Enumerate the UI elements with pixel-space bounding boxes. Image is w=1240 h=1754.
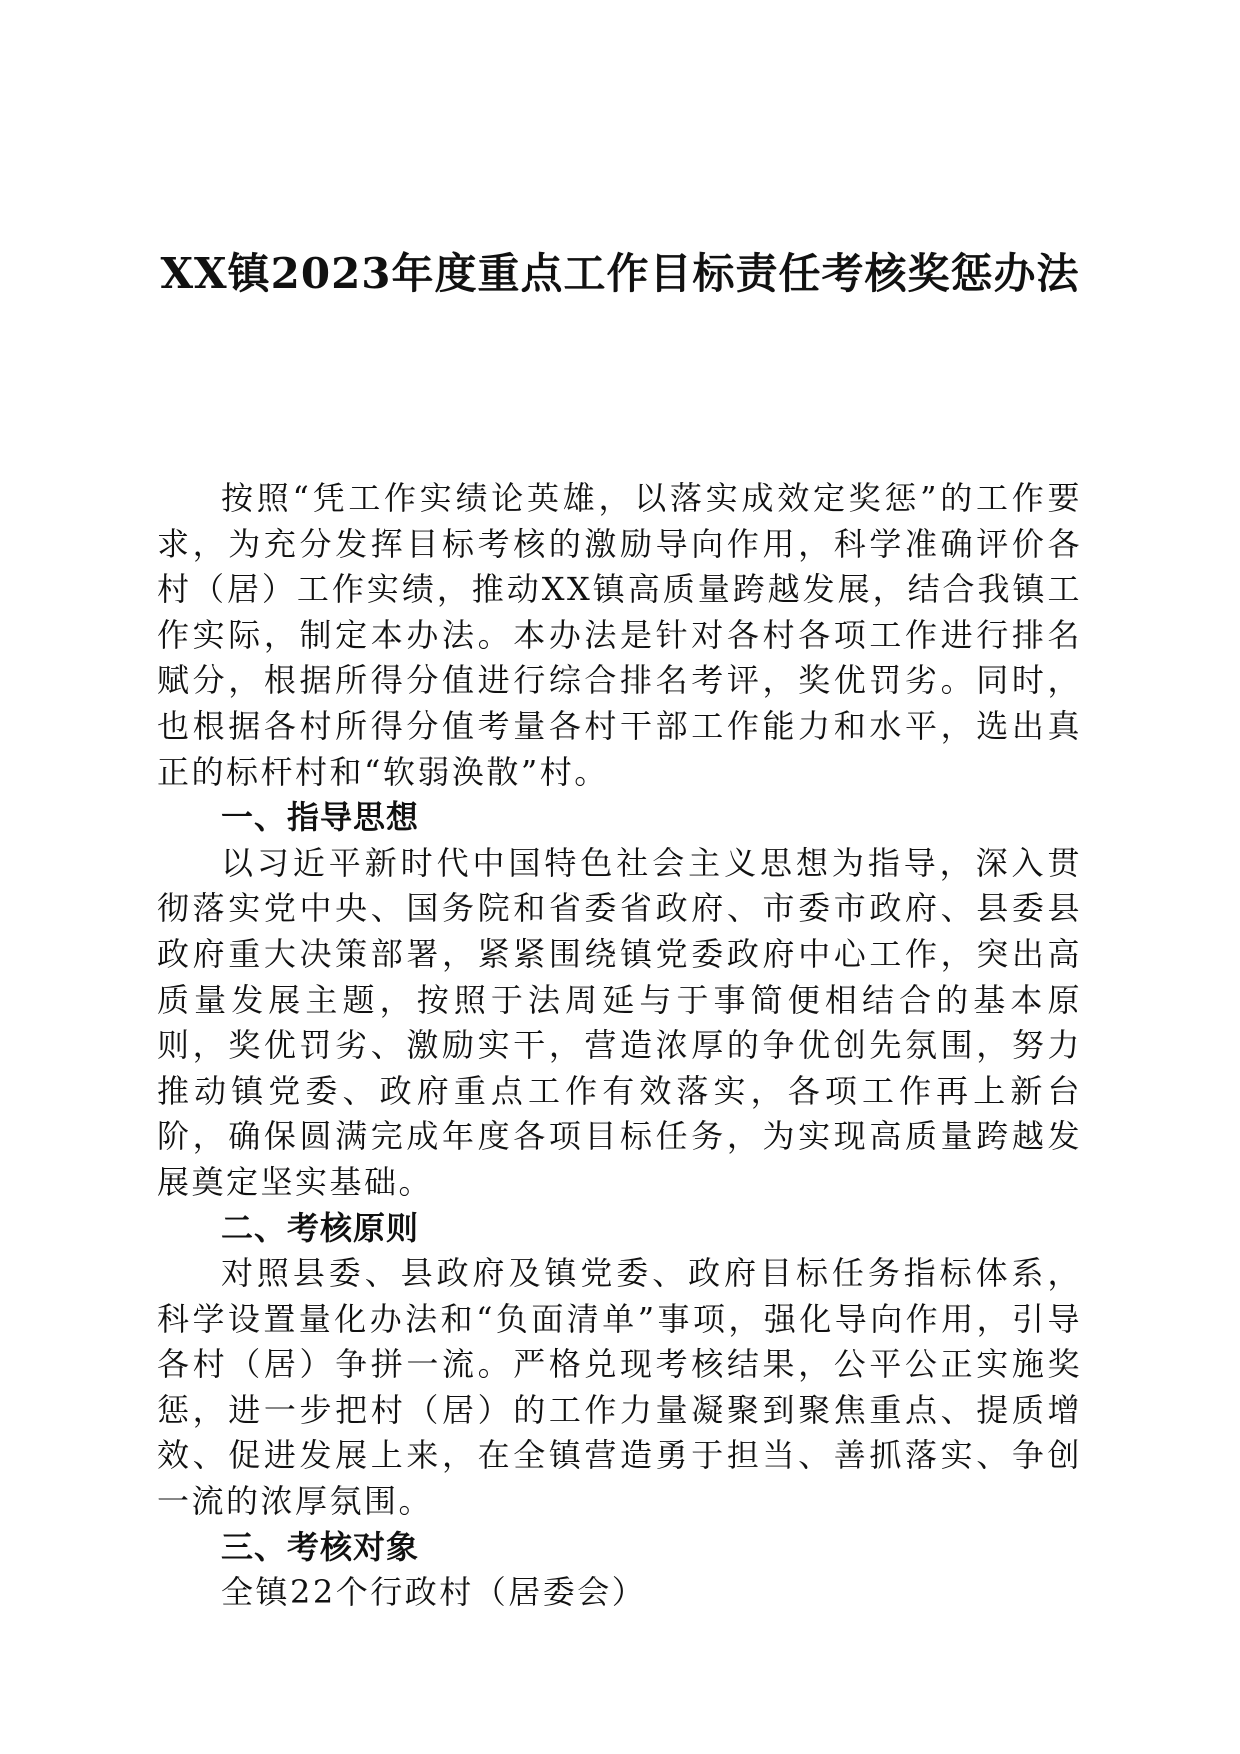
- intro-paragraph: 按照“凭工作实绩论英雄，以落实成效定奖惩”的工作要求，为充分发挥目标考核的激励导向作用，科学准确评价各村（居）工作实绩，推动XX镇高质量跨越发展，结合我镇工作实际，制定本办法。本办法是针对各村各项工作进行排名赋分，根据所得分值进行综合排名考评，奖优罚劣。同时，也根据各村所得分值考量各村干部工作能力和水平，选出真正的标杆村和“软弱涣散”村。: [157, 479, 1082, 791]
- section-paragraph-guiding-ideology: 以习近平新时代中国特色社会主义思想为指导，深入贯彻落实党中央、国务院和省委省政府、市委市政府、县委县政府重大决策部署，紧紧围绕镇党委政府中心工作，突出高质量发展主题，按照于法周延与于事简便相结合的基本原则，奖优罚劣、激励实干，营造浓厚的争优创先氛围，努力推动镇党委、政府重点工作有效落实，各项工作再上新台阶，确保圆满完成年度各项目标任务，为实现高质量跨越发展奠定坚实基础。: [157, 843, 1082, 1201]
- section-heading-assessment-principles: 二、考核原则: [221, 1208, 420, 1247]
- section-paragraph-assessment-principles: 对照县委、县政府及镇党委、政府目标任务指标体系，科学设置量化办法和“负面清单”事项，强化导向作用，引导各村（居）争拼一流。严格兑现考核结果，公平公正实施奖惩，进一步把村（居）的工作力量凝聚到聚焦重点、提质增效、促进发展上来，在全镇营造勇于担当、善抓落实、争创一流的浓厚氛围。: [157, 1254, 1082, 1521]
- section-paragraph-assessment-targets: 全镇22个行政村（居委会）: [221, 1573, 647, 1612]
- document-title: XX镇2023年度重点工作目标责任考核奖惩办法: [160, 249, 1080, 298]
- document-body: [157, 476, 1082, 1616]
- section-heading-assessment-targets: 三、考核对象: [221, 1527, 420, 1566]
- section-heading-guiding-ideology: 一、指导思想: [221, 798, 420, 837]
